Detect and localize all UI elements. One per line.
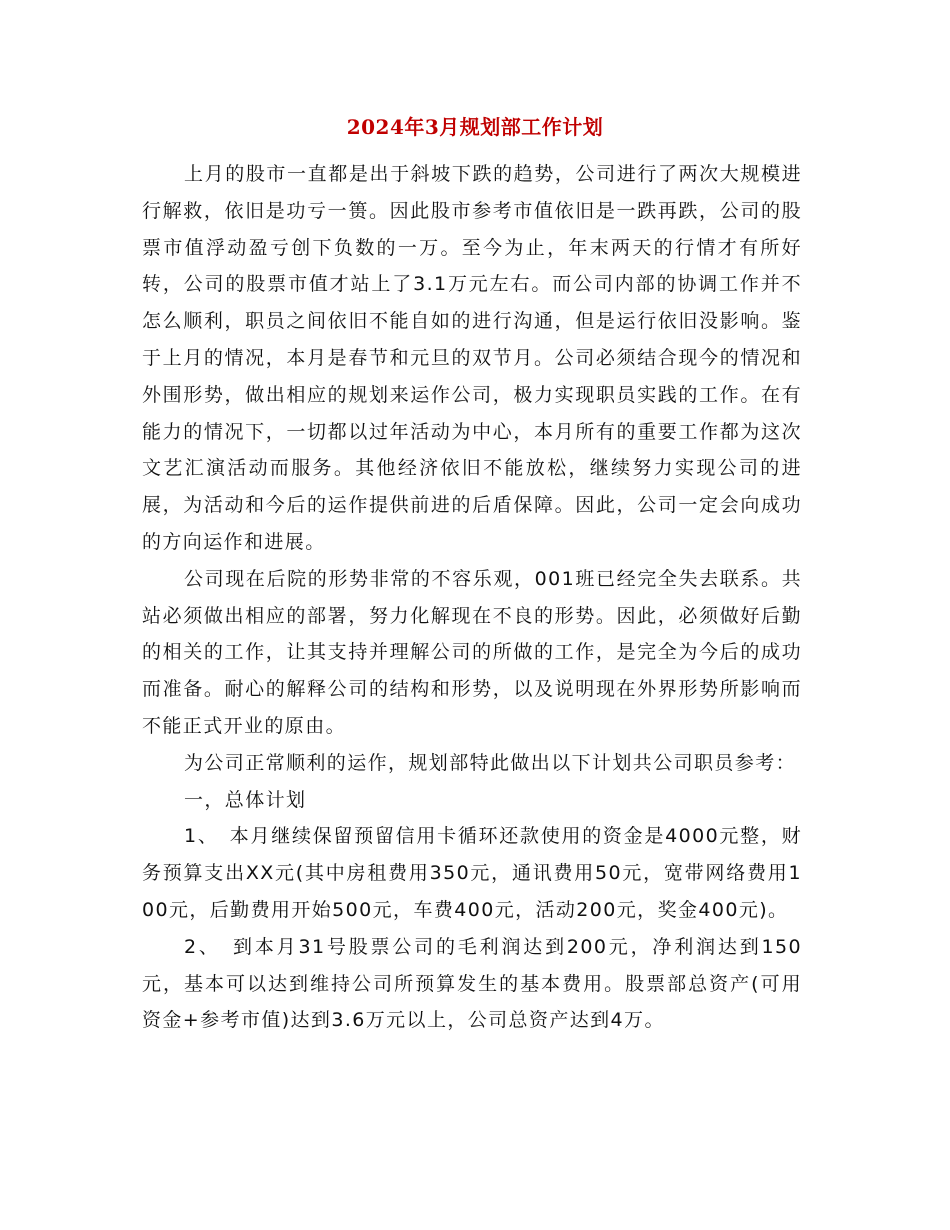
paragraph-market-review: 上月的股市一直都是出于斜坡下跌的趋势，公司进行了两次大规模进行解救，依旧是功亏一篑。因此股市参考市值依旧是一跌再跌，公司的股票市值浮动盈亏创下负数的一万。至今为止，年末两天的行情才有所好转，公司的股票市值才站上了3.1万元左右。而公司内部的协调工作并不怎么顺利，职员之间依旧不能自如的进行沟通，但是运行依旧没影响。鉴于上月的情况，本月是春节和元旦的双节月。公司必须结合现今的情况和外围形势，做出相应的规划来运作公司，极力实现职员实践的工作。在有能力的情况下，一切都以过年活动为中心，本月所有的重要工作都为这次文艺汇演活动而服务。其他经济依旧不能放松，继续努力实现公司的进展，为活动和今后的运作提供前进的后盾保障。因此，公司一定会向成功的方向运作和进展。	[142, 163, 802, 553]
document-body	[142, 156, 802, 1039]
paragraph-plan-intro: 为公司正常顺利的运作，规划部特此做出以下计划共公司职员参考：	[184, 751, 797, 774]
plan-item-2: 2、 到本月31号股票公司的毛利润达到200元，净利润达到150元，基本可以达到维持公司所预算发生的基本费用。股票部总资产(可用资金+参考市值)达到3.6万元以上，公司总资产达到4万。	[142, 935, 802, 1032]
paragraph-backyard-situation: 公司现在后院的形势非常的不容乐观，001班已经完全失去联系。共站必须做出相应的部署，努力化解现在不良的形势。因此，必须做好后勤的相关的工作，让其支持并理解公司的所做的工作，是完全为今后的成功而准备。耐心的解释公司的结构和形势，以及说明现在外界形势所影响而不能正式开业的原由。	[142, 567, 802, 737]
plan-item-1: 1、 本月继续保留预留信用卡循环还款使用的资金是4000元整，财务预算支出XX元(其中房租费用350元，通讯费用50元，宽带网络费用100元，后勤费用开始500元，车费400元，活动200元，奖金400元)。	[142, 825, 802, 921]
document-title: 2024年3月规划部工作计划	[346, 115, 604, 139]
section-heading-overall-plan: 一，总体计划	[184, 788, 307, 811]
